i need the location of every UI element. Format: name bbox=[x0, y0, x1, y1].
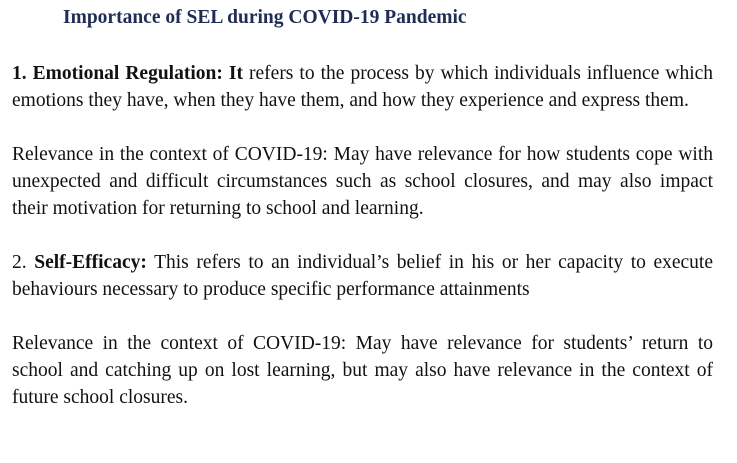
section-term: Emotional Regulation: bbox=[32, 63, 223, 84]
emotional-regulation-paragraph bbox=[12, 60, 713, 114]
section-term: Self-Efficacy: bbox=[34, 252, 147, 273]
section-definition: This refers to an individual’s belief in his or her capacity to execute behaviours necessary to produce specific performance attainments bbox=[12, 252, 713, 300]
section-number: 2. bbox=[12, 252, 27, 273]
self-efficacy-relevance: Relevance in the context of COVID-19: May have relevance for students’ return to school and catching up on lost learning, but may also have relevance in the context of future school closures. bbox=[12, 333, 713, 408]
page-title: Importance of SEL during COVID-19 Pandemic bbox=[63, 7, 467, 28]
emotional-regulation-relevance: Relevance in the context of COVID-19: May have relevance for how students cope with unexpected and difficult circumstances such as school closures, and may also impact their motivation for returning to school and learning. bbox=[12, 144, 713, 219]
section-lead: It bbox=[228, 63, 243, 84]
section-number: 1. bbox=[12, 63, 27, 84]
self-efficacy-paragraph bbox=[12, 249, 713, 303]
section-definition: refers to the process by which individuals influence which emotions they have, when they have them, and how they experience and express them. bbox=[12, 63, 714, 111]
